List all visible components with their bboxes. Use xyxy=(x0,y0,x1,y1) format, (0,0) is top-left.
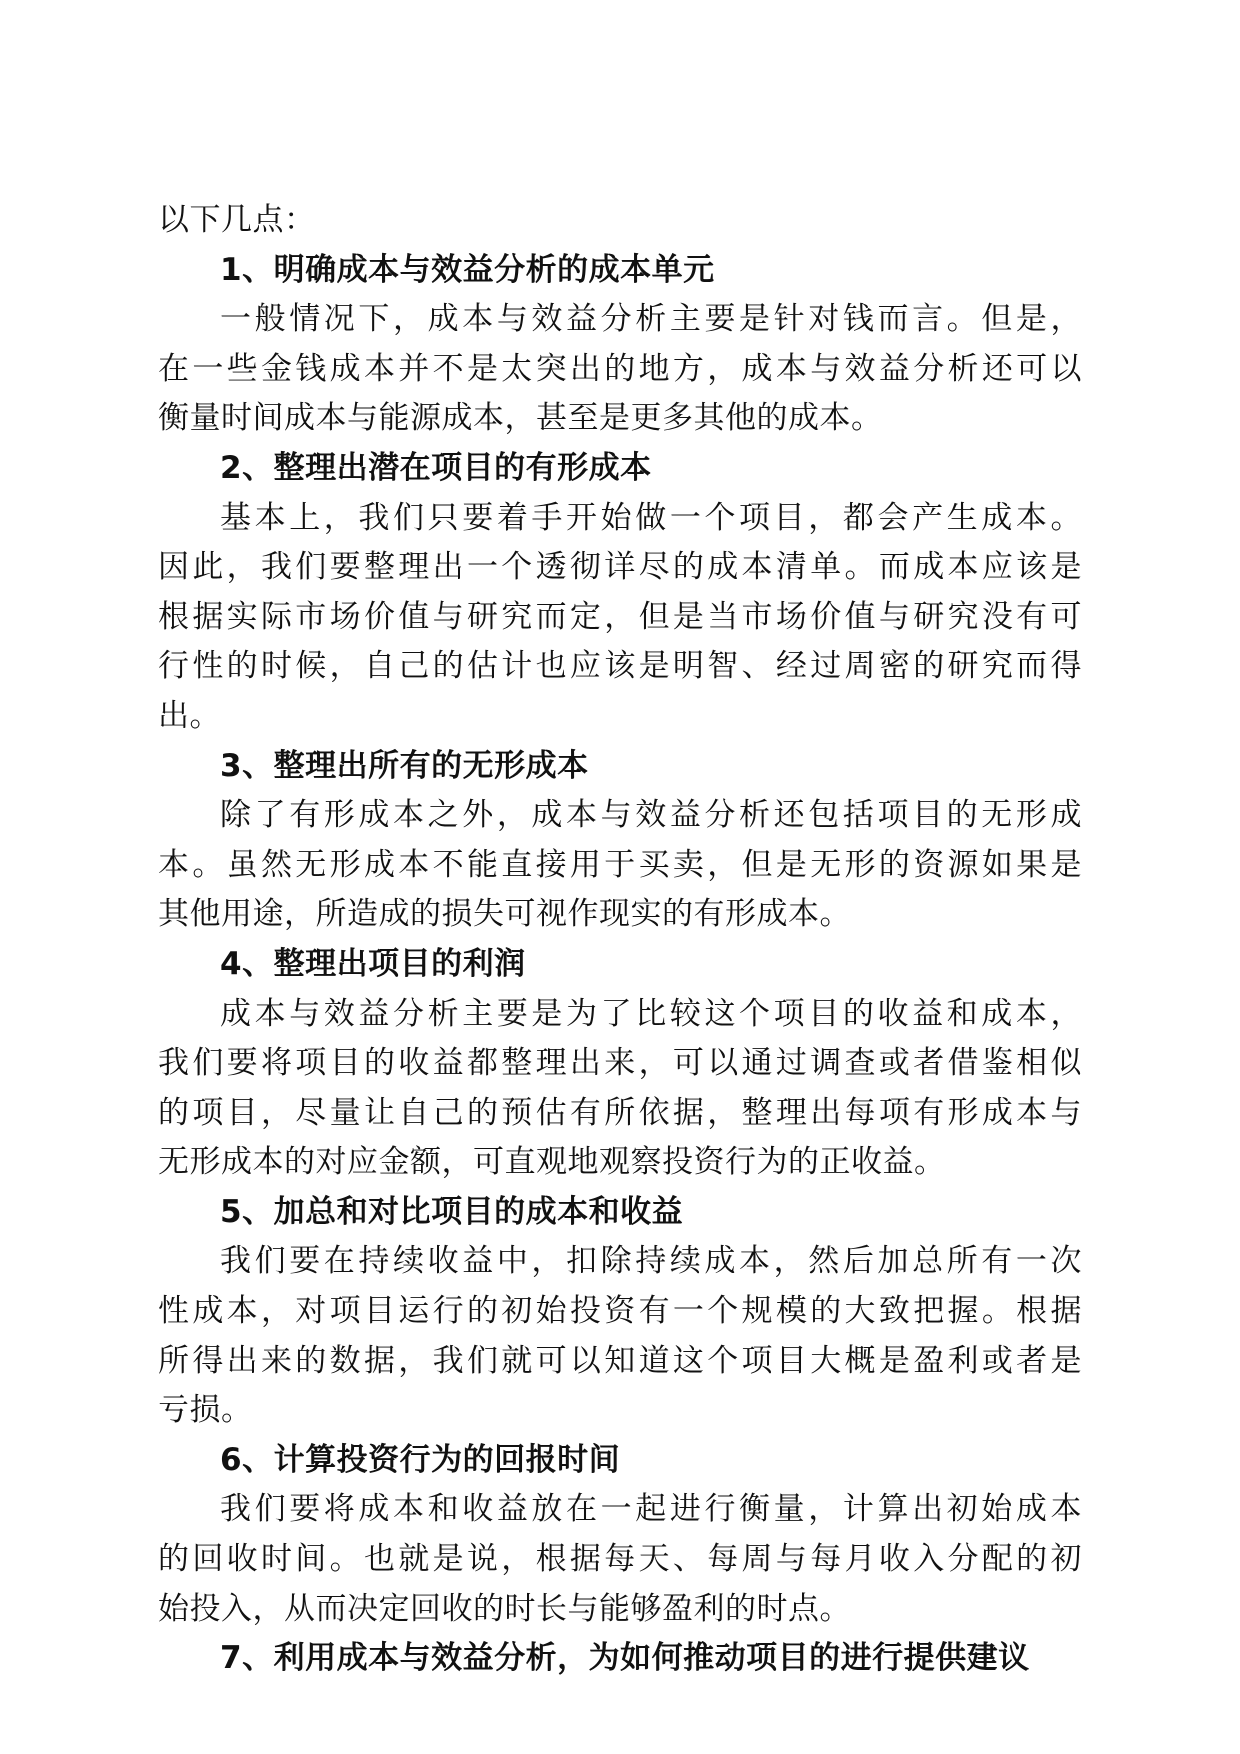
intro-fragment: 以下几点： xyxy=(158,202,316,238)
paragraph-line: 在一些金钱成本并不是太突出的地方，成本与效益分析还可以 xyxy=(158,350,1082,387)
section-5 xyxy=(158,1188,1082,1436)
section-heading: 7、利用成本与效益分析，为如何推动项目的进行提供建议 xyxy=(220,1640,1030,1677)
paragraph-line: 无形成本的对应金额，可直观地观察投资行为的正收益。 xyxy=(158,1144,946,1181)
section-heading: 4、整理出项目的利润 xyxy=(220,945,526,982)
paragraph-line: 亏损。 xyxy=(158,1392,253,1429)
paragraph-line: 因此，我们要整理出一个透彻详尽的成本清单。而成本应该是 xyxy=(158,549,1082,586)
paragraph-line: 成本与效益分析主要是为了比较这个项目的收益和成本， xyxy=(220,995,1082,1032)
section-heading: 3、整理出所有的无形成本 xyxy=(220,747,589,784)
paragraph-line: 衡量时间成本与能源成本，甚至是更多其他的成本。 xyxy=(158,400,883,437)
paragraph-line: 行性的时候，自己的估计也应该是明智、经过周密的研究而得 xyxy=(158,648,1082,685)
paragraph-line: 的回收时间。也就是说，根据每天、每周与每月收入分配的初 xyxy=(158,1541,1082,1578)
section-1 xyxy=(158,246,1082,444)
section-heading: 6、计算投资行为的回报时间 xyxy=(220,1441,621,1478)
section-heading: 5、加总和对比项目的成本和收益 xyxy=(220,1193,684,1230)
paragraph-line: 本。虽然无形成本不能直接用于买卖，但是无形的资源如果是 xyxy=(158,846,1082,883)
paragraph-line: 我们要在持续收益中，扣除持续成本，然后加总所有一次 xyxy=(220,1243,1082,1280)
paragraph-line: 基本上，我们只要着手开始做一个项目，都会产生成本。 xyxy=(220,499,1082,536)
paragraph-line: 根据实际市场价值与研究而定，但是当市场价值与研究没有可 xyxy=(158,598,1082,635)
section-6 xyxy=(158,1436,1082,1634)
paragraph-line: 始投入，从而决定回收的时长与能够盈利的时点。 xyxy=(158,1590,851,1627)
paragraph-line: 我们要将成本和收益放在一起进行衡量，计算出初始成本 xyxy=(220,1491,1082,1528)
paragraph-line: 性成本，对项目运行的初始投资有一个规模的大致把握。根据 xyxy=(158,1293,1082,1330)
section-3 xyxy=(158,742,1082,940)
section-2 xyxy=(158,444,1082,742)
section-heading: 1、明确成本与效益分析的成本单元 xyxy=(220,251,715,288)
section-7 xyxy=(158,1634,1082,1684)
section-heading: 2、整理出潜在项目的有形成本 xyxy=(220,449,652,486)
paragraph-line: 所得出来的数据，我们就可以知道这个项目大概是盈利或者是 xyxy=(158,1342,1082,1379)
paragraph-line: 的项目，尽量让自己的预估有所依据，整理出每项有形成本与 xyxy=(158,1094,1082,1131)
document-page xyxy=(158,196,1082,1684)
paragraph-line: 我们要将项目的收益都整理出来，可以通过调查或者借鉴相似 xyxy=(158,1045,1082,1082)
paragraph-line: 其他用途，所造成的损失可视作现实的有形成本。 xyxy=(158,896,851,933)
paragraph-line: 出。 xyxy=(158,697,221,734)
section-4 xyxy=(158,940,1082,1188)
paragraph-line: 一般情况下，成本与效益分析主要是针对钱而言。但是， xyxy=(220,301,1082,338)
paragraph-line: 除了有形成本之外，成本与效益分析还包括项目的无形成 xyxy=(220,797,1082,834)
